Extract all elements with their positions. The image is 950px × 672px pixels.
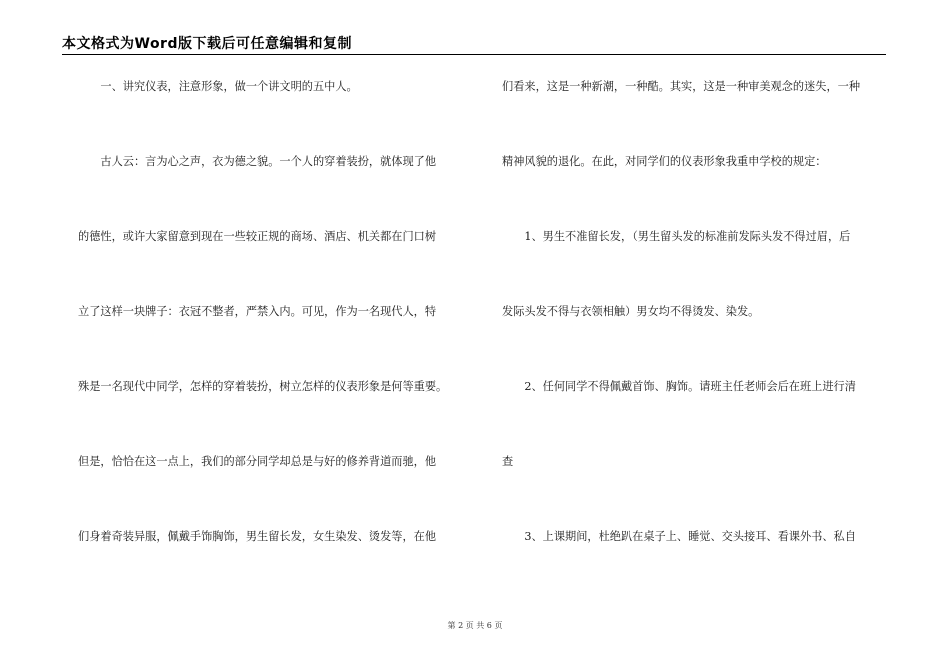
left-text-column	[78, 0, 478, 672]
paragraph-line: 发际头发不得与衣领相触）男女均不得烫发、染发。	[502, 305, 760, 318]
paragraph-line: 2、任何同学不得佩戴首饰、胸饰。请班主任老师会后在班上进行清	[502, 380, 856, 393]
paragraph-line: 古人云：言为心之声，衣为德之貌。一个人的穿着装扮，就体现了他	[78, 155, 437, 168]
paragraph-line: 1、男生不准留长发，（男生留头发的标准前发际头发不得过眉，后	[502, 230, 851, 243]
right-text-column	[502, 0, 902, 672]
paragraph-line: 们看来，这是一种新潮，一种酷。其实，这是一种审美观念的迷失，一种	[502, 80, 861, 93]
paragraph-line: 殊是一名现代中同学，怎样的穿着装扮，树立怎样的仪表形象是何等重要。	[78, 380, 448, 393]
paragraph-line: 们身着奇装异服，佩戴手饰胸饰，男生留长发，女生染发、烫发等，在他	[78, 530, 437, 543]
paragraph-line: 的德性，或许大家留意到现在一些较正规的商场、酒店、机关都在门口树	[78, 230, 437, 243]
paragraph-line: 3、上课期间，杜绝趴在桌子上、睡觉、交头接耳、看课外书、私自	[502, 530, 856, 543]
paragraph-line: 查	[502, 455, 514, 468]
header-title: 本文格式为Word版下载后可任意编辑和复制	[62, 36, 352, 52]
paragraph-line: 但是，恰恰在这一点上，我们的部分同学却总是与好的修养背道而驰，他	[78, 455, 437, 468]
paragraph-line: 精神风貌的退化。在此，对同学们的仪表形象我重申学校的规定：	[502, 155, 827, 168]
page-number: 第 2 页 共 6 页	[447, 621, 503, 630]
paragraph-line: 立了这样一块牌子：衣冠不整者，严禁入内。可见，作为一名现代人，特	[78, 305, 437, 318]
paragraph-line: 一、讲究仪表，注意形象，做一个讲文明的五中人。	[78, 80, 358, 93]
